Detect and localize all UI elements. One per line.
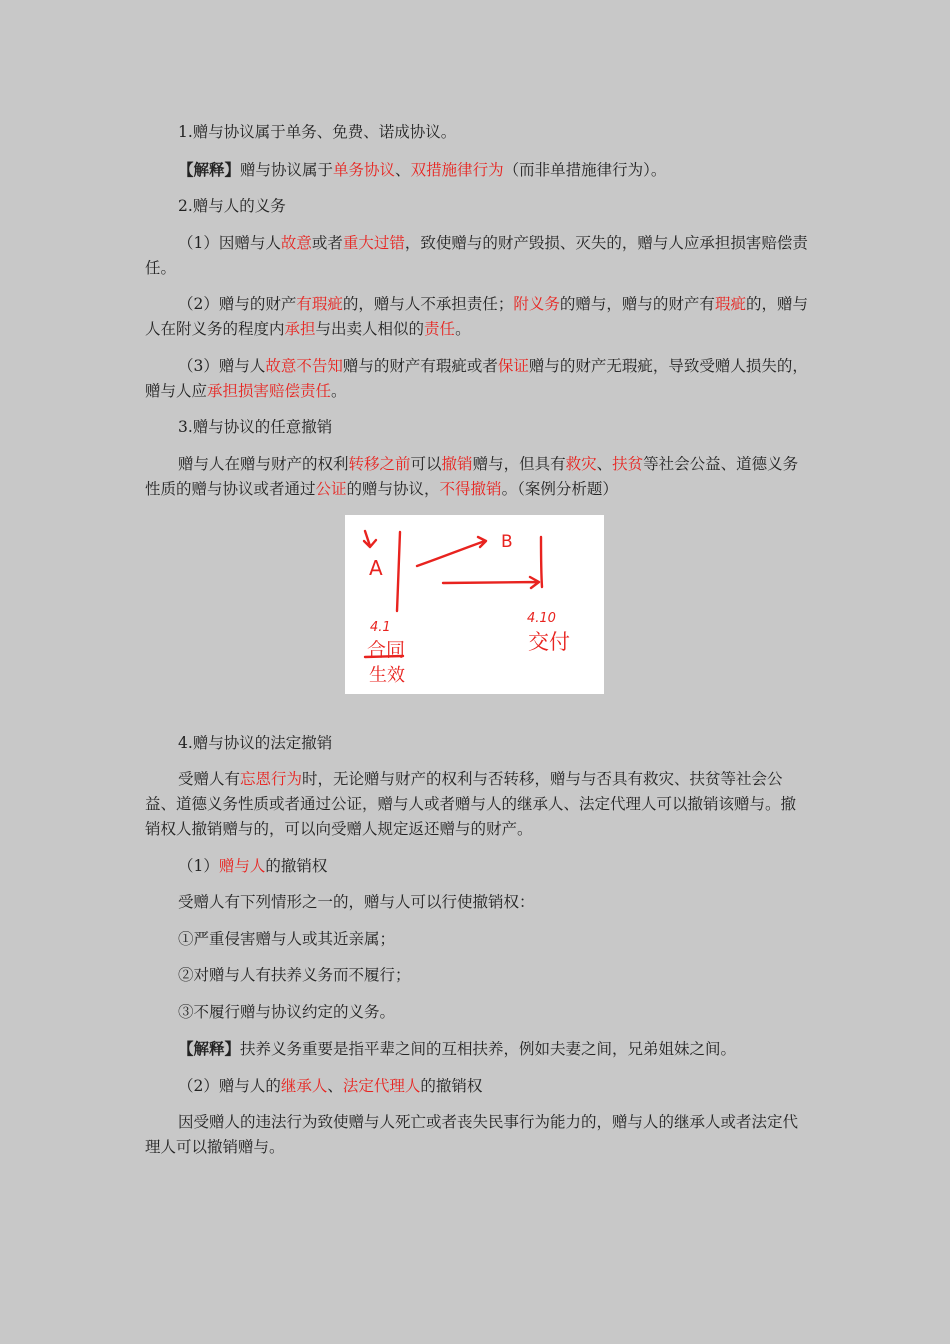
- subheading-donor-revocation-right: （1）赠与人的撤销权: [178, 856, 328, 875]
- left-vertical-line: [397, 532, 400, 611]
- section-heading-legal-revocation: 4.赠与协议的法定撤销: [178, 733, 333, 752]
- highlight-text: 承担损害赔偿责任: [207, 381, 332, 400]
- explanation-bracket: 【解释】: [178, 159, 241, 179]
- paragraph-explanation-1: 【解释】赠与协议属于单务协议、双措施律行为（而非单措施律行为）。: [178, 159, 667, 179]
- highlight-text: 故意: [280, 233, 312, 252]
- upper-timeline-stroke: [417, 537, 486, 566]
- paragraph-obligation-1: （1）因赠与人故意或者重大过错，致使赠与的财产毁损、灭失的，赠与人应承担损害赔偿责任。: [145, 233, 808, 277]
- highlight-text: 保证: [497, 356, 529, 375]
- date-left: 4.1: [370, 619, 391, 635]
- handwritten-timeline-figure: [345, 515, 604, 694]
- paragraph-heir-revocation: 因受赠人的违法行为致使赠与人死亡或者丧失民事行为能力的，赠与人的继承人或者法定代理人可以撤销赠与。: [145, 1113, 799, 1156]
- paragraph-obligation-3: （3）赠与人故意不告知赠与的财产有瑕疵或者保证赠与的财产无瑕疵，导致受赠人损失的，赠与人应承担损害赔偿责任。: [145, 356, 808, 400]
- section-heading-obligations: 2.赠与人的义务: [178, 197, 286, 215]
- highlight-text: 赠与人: [218, 856, 266, 875]
- highlight-text: 附义务: [513, 295, 560, 313]
- highlight-text: 双措施律行为: [410, 160, 504, 179]
- label-a: A: [369, 555, 383, 580]
- highlight-text: 单务协议: [333, 160, 396, 179]
- highlight-text: 法定代理人: [342, 1076, 421, 1095]
- highlight-text: 不得撤销: [439, 479, 502, 498]
- highlight-text: 瑕疵: [714, 295, 746, 313]
- paragraph-legal-revocation: 受赠人有忘恩行为时，无论赠与财产的权利与否转移，赠与与否具有救灾、扶贫等社会公益、道德义务性质或者通过公证，赠与人或者赠与人的继承人、法定代理人可以撤销该赠与。撤销权人撤销赠与的，可以向受赠人规定返还赠与的财产。: [145, 770, 797, 838]
- paragraph-explanation-2: 【解释】扶养义务重要是指平辈之间的互相扶养，例如夫妻之间，兄弟姐妹之间。: [178, 1039, 737, 1058]
- note-right: 交付: [528, 629, 570, 654]
- highlight-text: 责任: [424, 320, 456, 338]
- lower-timeline-arrow: [443, 577, 539, 588]
- highlight-text: 撤销: [441, 454, 473, 473]
- paragraph-arbitrary-revocation: 赠与人在赠与财产的权利转移之前可以撤销赠与，但具有救灾、扶贫等社会公益、道德义务性质的赠与协议或者通过公证的赠与协议，不得撤销。（案例分析题）: [145, 454, 799, 498]
- list-item-condition-3: ③不履行赠与协议约定的义务。: [178, 1002, 396, 1021]
- subheading-heir-revocation-right: （2）赠与人的继承人、法定代理人的撤销权: [178, 1076, 483, 1095]
- paragraph-gift-contract-type: 1.赠与协议属于单务、免费、诺成协议。: [178, 123, 457, 141]
- arrow-down-icon: [364, 531, 376, 547]
- highlight-text: 公证: [315, 479, 347, 498]
- highlight-text: 重大过错: [342, 233, 405, 252]
- list-item-condition-2: ②对赠与人有扶养义务而不履行；: [178, 966, 411, 984]
- paragraph-obligation-2: （2）赠与的财产有瑕疵的，赠与人不承担责任；附义务的赠与，赠与的财产有瑕疵的，赠与人在附义务的程度内承担与出卖人相似的责任。: [145, 295, 808, 338]
- note-left-line2: 生效: [369, 664, 405, 686]
- section-heading-arbitrary-revocation: 3.赠与协议的任意撤销: [178, 418, 333, 436]
- date-right: 4.10: [527, 610, 556, 626]
- note-left-line1: 合同: [367, 638, 406, 661]
- document-body: [145, 120, 810, 1172]
- right-vertical-line: [541, 537, 542, 587]
- list-item-condition-1: ①严重侵害赠与人或其近亲属；: [178, 929, 396, 948]
- highlight-text: 救灾: [565, 454, 597, 473]
- paragraph-revocation-conditions: 受赠人有下列情形之一的，赠与人可以行使撤销权：: [178, 893, 535, 911]
- highlight-text: 有瑕疵: [296, 295, 343, 313]
- highlight-text: 承担: [284, 320, 316, 338]
- timeline-sketch: [345, 515, 604, 694]
- highlight-text: 扶贫: [612, 454, 644, 473]
- explanation-bracket: 【解释】: [178, 1039, 241, 1058]
- highlight-text: 故意不告知: [265, 356, 343, 375]
- highlight-text: 继承人: [280, 1076, 328, 1095]
- highlight-text: 转移之前: [348, 454, 411, 473]
- highlight-text: 忘恩行为: [240, 770, 303, 788]
- label-b: B: [501, 531, 513, 552]
